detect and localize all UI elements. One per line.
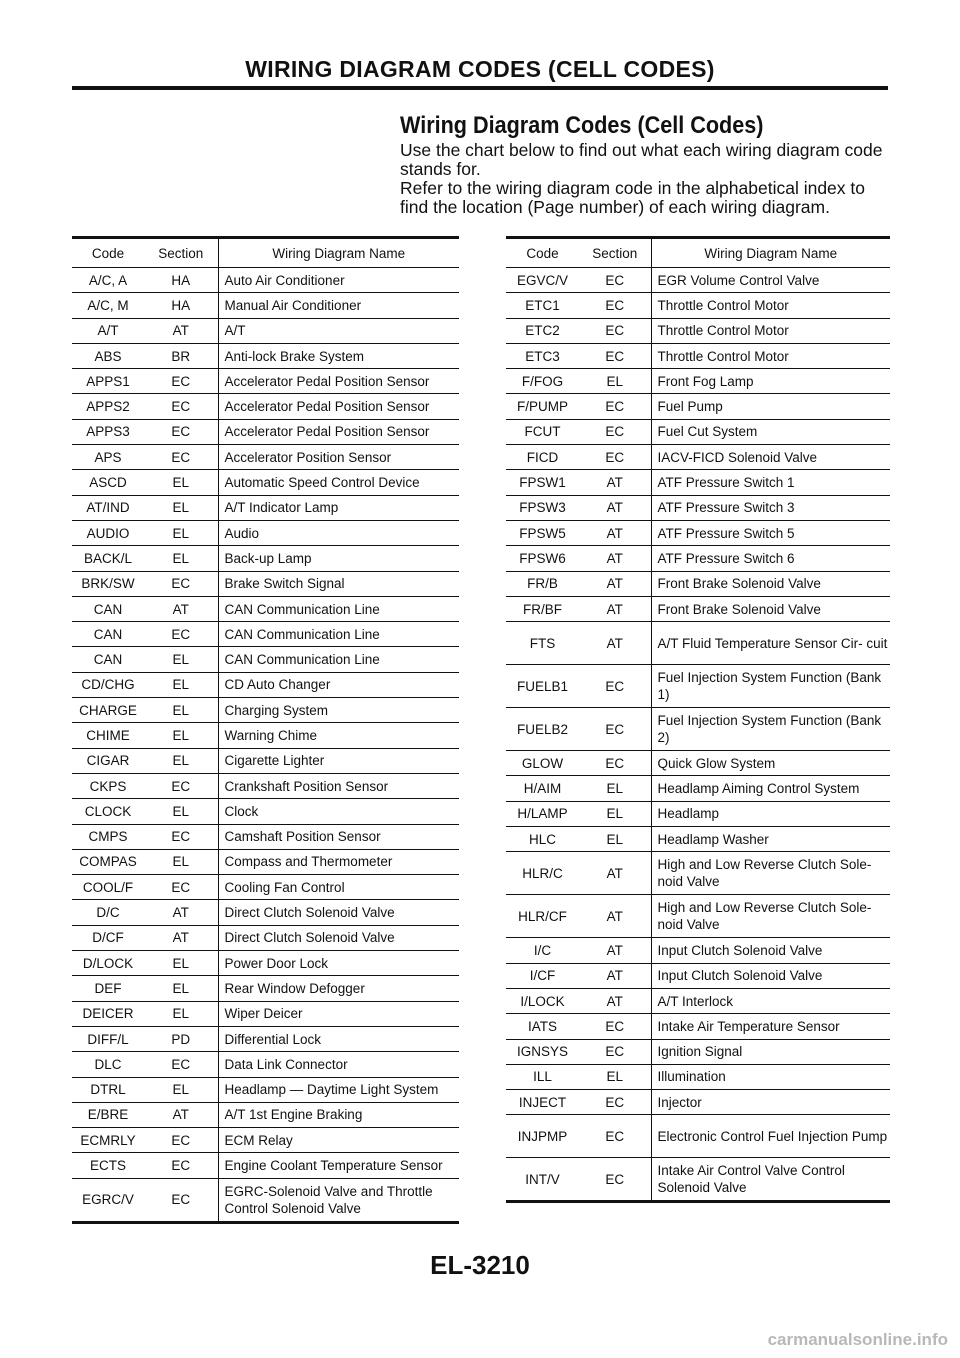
cell-diagram-name: Camshaft Position Sensor	[218, 824, 459, 849]
cell-diagram-name: A/T Indicator Lamp	[218, 495, 459, 520]
cell-code: FPSW6	[506, 546, 579, 571]
table-row	[72, 369, 459, 394]
cell-diagram-name: Headlamp	[651, 801, 890, 826]
table-row	[72, 925, 459, 950]
cell-section: AT	[579, 622, 651, 665]
cell-diagram-name: Brake Switch Signal	[218, 571, 459, 596]
cell-section: EL	[144, 546, 218, 571]
table-row	[506, 1115, 890, 1158]
table-row	[506, 445, 890, 470]
cell-section: EC	[579, 665, 651, 708]
cell-diagram-name: Fuel Injection System Function (Bank 1)	[651, 665, 890, 708]
table-row	[506, 293, 890, 318]
cell-code: INT/V	[506, 1158, 579, 1202]
table-row	[72, 723, 459, 748]
cell-section: AT	[144, 900, 218, 925]
cell-section: EL	[144, 1001, 218, 1026]
cell-diagram-name: Fuel Cut System	[651, 419, 890, 444]
table-row	[506, 546, 890, 571]
table-row	[72, 1178, 459, 1222]
cell-diagram-name: Warning Chime	[218, 723, 459, 748]
cell-section: EC	[579, 293, 651, 318]
cell-diagram-name: Cooling Fan Control	[218, 875, 459, 900]
cell-section: EL	[144, 799, 218, 824]
table-row	[72, 976, 459, 1001]
cell-diagram-name: High and Low Reverse Clutch Sole- noid Valve	[651, 852, 890, 895]
cell-diagram-name: Injector	[651, 1090, 890, 1115]
intro-paragraph-2: Refer to the wiring diagram code in the alphabetical index to find the location (Page number) of each wiring diagram.	[400, 178, 865, 217]
cell-diagram-name: Clock	[218, 799, 459, 824]
cell-code: D/LOCK	[72, 951, 144, 976]
cell-code: COMPAS	[72, 849, 144, 874]
table-row	[506, 988, 890, 1013]
table-header-row	[506, 238, 890, 268]
table-row	[72, 799, 459, 824]
cell-code: INJECT	[506, 1090, 579, 1115]
table-row	[72, 520, 459, 545]
table-row	[72, 293, 459, 318]
cell-section: AT	[144, 925, 218, 950]
table-row	[506, 470, 890, 495]
cell-diagram-name: Front Brake Solenoid Valve	[651, 571, 890, 596]
cell-code: APS	[72, 445, 144, 470]
cell-diagram-name: Power Door Lock	[218, 951, 459, 976]
cell-code: FPSW3	[506, 495, 579, 520]
column-header-code: Code	[506, 238, 579, 268]
cell-code: GLOW	[506, 751, 579, 776]
cell-diagram-name: CD Auto Changer	[218, 672, 459, 697]
cell-code: CAN	[72, 647, 144, 672]
cell-code: HLR/CF	[506, 895, 579, 938]
cell-diagram-name: Wiper Deicer	[218, 1001, 459, 1026]
cell-section: AT	[579, 546, 651, 571]
cell-code: DEICER	[72, 1001, 144, 1026]
cell-code: I/LOCK	[506, 988, 579, 1013]
cell-code: BRK/SW	[72, 571, 144, 596]
table-body-right	[506, 268, 890, 1202]
table-row	[72, 394, 459, 419]
table-row	[72, 318, 459, 343]
cell-code: ETC2	[506, 318, 579, 343]
table-row	[72, 1052, 459, 1077]
cell-code: APPS3	[72, 419, 144, 444]
codes-table-left	[72, 236, 459, 1224]
cell-section: EL	[144, 495, 218, 520]
cell-code: IGNSYS	[506, 1039, 579, 1064]
cell-code: H/LAMP	[506, 801, 579, 826]
cell-diagram-name: A/T Fluid Temperature Sensor Cir- cuit	[651, 622, 890, 665]
column-header-section: Section	[579, 238, 651, 268]
cell-diagram-name: Auto Air Conditioner	[218, 268, 459, 293]
cell-diagram-name: Charging System	[218, 698, 459, 723]
cell-section: EC	[579, 1014, 651, 1039]
cell-code: HLC	[506, 827, 579, 852]
cell-code: APPS1	[72, 369, 144, 394]
cell-code: BACK/L	[72, 546, 144, 571]
table-row	[72, 748, 459, 773]
cell-section: HA	[144, 268, 218, 293]
cell-diagram-name: Compass and Thermometer	[218, 849, 459, 874]
cell-section: AT	[579, 571, 651, 596]
table-row	[72, 596, 459, 621]
cell-section: PD	[144, 1026, 218, 1051]
cell-code: I/C	[506, 938, 579, 963]
cell-code: AUDIO	[72, 520, 144, 545]
cell-section: EC	[579, 318, 651, 343]
cell-section: EC	[579, 708, 651, 751]
cell-code: DTRL	[72, 1077, 144, 1102]
table-row	[506, 1039, 890, 1064]
cell-diagram-name: Electronic Control Fuel Injection Pump	[651, 1115, 890, 1158]
cell-section: EL	[579, 801, 651, 826]
cell-diagram-name: High and Low Reverse Clutch Sole- noid Valve	[651, 895, 890, 938]
cell-code: ETC1	[506, 293, 579, 318]
cell-diagram-name: Headlamp Aiming Control System	[651, 776, 890, 801]
table-row	[72, 1001, 459, 1026]
cell-diagram-name: Front Fog Lamp	[651, 369, 890, 394]
cell-code: ASCD	[72, 470, 144, 495]
table-row	[72, 773, 459, 798]
cell-diagram-name: ATF Pressure Switch 5	[651, 520, 890, 545]
cell-code: INJPMP	[506, 1115, 579, 1158]
cell-section: AT	[579, 938, 651, 963]
cell-code: A/C, M	[72, 293, 144, 318]
cell-section: AT	[579, 895, 651, 938]
cell-diagram-name: Accelerator Pedal Position Sensor	[218, 369, 459, 394]
cell-diagram-name: Throttle Control Motor	[651, 293, 890, 318]
cell-code: FR/BF	[506, 596, 579, 621]
table-header-row	[72, 238, 459, 268]
table-row	[506, 1064, 890, 1089]
cell-section: EL	[144, 698, 218, 723]
cell-section: EC	[144, 622, 218, 647]
cell-section: AT	[579, 470, 651, 495]
cell-diagram-name: Input Clutch Solenoid Valve	[651, 938, 890, 963]
cell-code: ABS	[72, 343, 144, 368]
cell-code: ILL	[506, 1064, 579, 1089]
cell-code: CLOCK	[72, 799, 144, 824]
cell-section: EC	[579, 394, 651, 419]
table-row	[506, 852, 890, 895]
cell-code: H/AIM	[506, 776, 579, 801]
table-row	[72, 622, 459, 647]
cell-code: FUELB1	[506, 665, 579, 708]
cell-section: EC	[579, 1039, 651, 1064]
table-row	[506, 596, 890, 621]
table-row	[506, 520, 890, 545]
cell-diagram-name: Crankshaft Position Sensor	[218, 773, 459, 798]
cell-code: FR/B	[506, 571, 579, 596]
cell-section: EC	[144, 1178, 218, 1222]
cell-section: EL	[579, 827, 651, 852]
cell-diagram-name: Differential Lock	[218, 1026, 459, 1051]
cell-diagram-name: Back-up Lamp	[218, 546, 459, 571]
cell-section: AT	[579, 852, 651, 895]
cell-code: FPSW5	[506, 520, 579, 545]
cell-code: CHARGE	[72, 698, 144, 723]
table-row	[506, 895, 890, 938]
intro-text	[400, 141, 896, 217]
cell-section: EC	[579, 751, 651, 776]
cell-code: DLC	[72, 1052, 144, 1077]
cell-section: EC	[579, 419, 651, 444]
cell-section: AT	[144, 596, 218, 621]
cell-diagram-name: Accelerator Pedal Position Sensor	[218, 394, 459, 419]
cell-diagram-name: EGRC-Solenoid Valve and Throttle Control Solenoid Valve	[218, 1178, 459, 1222]
table-row	[72, 268, 459, 293]
cell-code: FTS	[506, 622, 579, 665]
cell-code: F/PUMP	[506, 394, 579, 419]
table-row	[72, 1077, 459, 1102]
cell-diagram-name: Direct Clutch Solenoid Valve	[218, 900, 459, 925]
cell-section: EL	[144, 647, 218, 672]
cell-diagram-name: Rear Window Defogger	[218, 976, 459, 1001]
table-row	[72, 900, 459, 925]
cell-code: CHIME	[72, 723, 144, 748]
table-row	[72, 1128, 459, 1153]
cell-section: EC	[144, 1153, 218, 1178]
cell-diagram-name: A/T 1st Engine Braking	[218, 1102, 459, 1127]
page-number: EL-3210	[430, 1250, 530, 1280]
table-row	[72, 419, 459, 444]
table-row	[72, 343, 459, 368]
table-row	[506, 938, 890, 963]
cell-code: E/BRE	[72, 1102, 144, 1127]
cell-diagram-name: Illumination	[651, 1064, 890, 1089]
table-row	[72, 495, 459, 520]
cell-code: ECTS	[72, 1153, 144, 1178]
cell-diagram-name: Quick Glow System	[651, 751, 890, 776]
cell-diagram-name: Fuel Pump	[651, 394, 890, 419]
cell-diagram-name: ECM Relay	[218, 1128, 459, 1153]
cell-section: EC	[144, 419, 218, 444]
table-row	[506, 827, 890, 852]
cell-code: CIGAR	[72, 748, 144, 773]
cell-section: EC	[144, 394, 218, 419]
codes-table-right	[506, 236, 890, 1203]
cell-section: EC	[579, 343, 651, 368]
table-row	[506, 801, 890, 826]
cell-section: EC	[144, 875, 218, 900]
cell-section: AT	[579, 596, 651, 621]
cell-section: AT	[579, 520, 651, 545]
cell-diagram-name: Intake Air Temperature Sensor	[651, 1014, 890, 1039]
cell-code: FICD	[506, 445, 579, 470]
column-header-code: Code	[72, 238, 144, 268]
cell-code: CMPS	[72, 824, 144, 849]
cell-code: I/CF	[506, 963, 579, 988]
cell-section: EC	[144, 571, 218, 596]
cell-section: AT	[579, 988, 651, 1013]
table-body-left	[72, 268, 459, 1223]
cell-section: AT	[144, 1102, 218, 1127]
table-row	[72, 1102, 459, 1127]
table-row	[72, 824, 459, 849]
cell-section: EL	[144, 672, 218, 697]
cell-section: EC	[144, 824, 218, 849]
cell-section: EC	[579, 1158, 651, 1202]
table-row	[72, 470, 459, 495]
cell-section: BR	[144, 343, 218, 368]
table-row	[506, 571, 890, 596]
cell-diagram-name: CAN Communication Line	[218, 647, 459, 672]
cell-diagram-name: Engine Coolant Temperature Sensor	[218, 1153, 459, 1178]
cell-code: CKPS	[72, 773, 144, 798]
table-row	[506, 394, 890, 419]
cell-diagram-name: A/T Interlock	[651, 988, 890, 1013]
table-row	[506, 1090, 890, 1115]
table-row	[72, 1153, 459, 1178]
table-row	[72, 875, 459, 900]
table-row	[72, 1026, 459, 1051]
cell-section: AT	[579, 495, 651, 520]
cell-diagram-name: Throttle Control Motor	[651, 343, 890, 368]
table-row	[72, 698, 459, 723]
cell-code: EGVC/V	[506, 268, 579, 293]
cell-diagram-name: Direct Clutch Solenoid Valve	[218, 925, 459, 950]
cell-diagram-name: Input Clutch Solenoid Valve	[651, 963, 890, 988]
cell-section: EL	[144, 849, 218, 874]
cell-section: EL	[144, 470, 218, 495]
cell-code: ECMRLY	[72, 1128, 144, 1153]
cell-section: EL	[579, 369, 651, 394]
table-row	[506, 751, 890, 776]
cell-section: AT	[579, 963, 651, 988]
table-row	[506, 708, 890, 751]
cell-section: HA	[144, 293, 218, 318]
watermark: carmanualsonline.info	[767, 1330, 948, 1349]
cell-diagram-name: CAN Communication Line	[218, 622, 459, 647]
cell-section: EL	[144, 1077, 218, 1102]
cell-code: CD/CHG	[72, 672, 144, 697]
cell-diagram-name: Data Link Connector	[218, 1052, 459, 1077]
cell-code: ETC3	[506, 343, 579, 368]
cell-section: EC	[144, 369, 218, 394]
table-row	[506, 665, 890, 708]
cell-code: FPSW1	[506, 470, 579, 495]
cell-section: EC	[144, 1128, 218, 1153]
cell-section: EL	[144, 748, 218, 773]
cell-diagram-name: Front Brake Solenoid Valve	[651, 596, 890, 621]
cell-section: EL	[144, 723, 218, 748]
cell-diagram-name: Manual Air Conditioner	[218, 293, 459, 318]
table-row	[72, 647, 459, 672]
cell-diagram-name: Intake Air Control Valve Control Solenoid Valve	[651, 1158, 890, 1202]
table-row	[72, 672, 459, 697]
table-row	[506, 776, 890, 801]
table-row	[506, 419, 890, 444]
cell-diagram-name: Fuel Injection System Function (Bank 2)	[651, 708, 890, 751]
cell-section: AT	[144, 318, 218, 343]
cell-diagram-name: Audio	[218, 520, 459, 545]
cell-diagram-name: IACV-FICD Solenoid Valve	[651, 445, 890, 470]
table-row	[72, 571, 459, 596]
cell-diagram-name: EGR Volume Control Valve	[651, 268, 890, 293]
cell-code: FCUT	[506, 419, 579, 444]
cell-code: A/T	[72, 318, 144, 343]
cell-section: EC	[579, 1090, 651, 1115]
cell-code: F/FOG	[506, 369, 579, 394]
cell-section: EC	[579, 268, 651, 293]
cell-code: HLR/C	[506, 852, 579, 895]
table-row	[506, 318, 890, 343]
section-heading: Wiring Diagram Codes (Cell Codes)	[400, 112, 764, 139]
cell-diagram-name: Headlamp — Daytime Light System	[218, 1077, 459, 1102]
cell-diagram-name: ATF Pressure Switch 1	[651, 470, 890, 495]
cell-diagram-name: Anti-lock Brake System	[218, 343, 459, 368]
cell-section: EC	[144, 1052, 218, 1077]
table-row	[72, 849, 459, 874]
table-row	[506, 1158, 890, 1202]
table-row	[72, 445, 459, 470]
cell-code: CAN	[72, 622, 144, 647]
cell-diagram-name: Accelerator Position Sensor	[218, 445, 459, 470]
cell-diagram-name: Headlamp Washer	[651, 827, 890, 852]
cell-section: EL	[144, 976, 218, 1001]
cell-diagram-name: CAN Communication Line	[218, 596, 459, 621]
cell-diagram-name: A/T	[218, 318, 459, 343]
cell-section: EC	[579, 445, 651, 470]
cell-diagram-name: Automatic Speed Control Device	[218, 470, 459, 495]
cell-diagram-name: Cigarette Lighter	[218, 748, 459, 773]
column-header-name: Wiring Diagram Name	[651, 238, 890, 268]
intro-paragraph-1: Use the chart below to find out what each wiring diagram code stands for.	[400, 140, 883, 179]
cell-diagram-name: Accelerator Pedal Position Sensor	[218, 419, 459, 444]
table-row	[506, 963, 890, 988]
cell-diagram-name: ATF Pressure Switch 3	[651, 495, 890, 520]
cell-code: D/CF	[72, 925, 144, 950]
cell-code: COOL/F	[72, 875, 144, 900]
table-row	[72, 546, 459, 571]
table-row	[506, 622, 890, 665]
cell-diagram-name: Ignition Signal	[651, 1039, 890, 1064]
page-header-title: WIRING DIAGRAM CODES (CELL CODES)	[245, 56, 715, 82]
column-header-name: Wiring Diagram Name	[218, 238, 459, 268]
cell-section: EL	[579, 1064, 651, 1089]
cell-code: DIFF/L	[72, 1026, 144, 1051]
cell-diagram-name: Throttle Control Motor	[651, 318, 890, 343]
cell-section: EL	[579, 776, 651, 801]
header-rule	[72, 86, 888, 90]
cell-code: IATS	[506, 1014, 579, 1039]
cell-section: EC	[579, 1115, 651, 1158]
cell-code: CAN	[72, 596, 144, 621]
cell-diagram-name: ATF Pressure Switch 6	[651, 546, 890, 571]
cell-code: A/C, A	[72, 268, 144, 293]
cell-code: D/C	[72, 900, 144, 925]
cell-code: EGRC/V	[72, 1178, 144, 1222]
column-header-section: Section	[144, 238, 218, 268]
table-row	[506, 343, 890, 368]
cell-code: FUELB2	[506, 708, 579, 751]
cell-section: EC	[144, 773, 218, 798]
cell-code: APPS2	[72, 394, 144, 419]
cell-section: EL	[144, 951, 218, 976]
cell-code: AT/IND	[72, 495, 144, 520]
cell-section: EL	[144, 520, 218, 545]
table-row	[506, 369, 890, 394]
cell-code: DEF	[72, 976, 144, 1001]
table-row	[506, 268, 890, 293]
table-row	[506, 1014, 890, 1039]
table-row	[506, 495, 890, 520]
table-row	[72, 951, 459, 976]
cell-section: EC	[144, 445, 218, 470]
